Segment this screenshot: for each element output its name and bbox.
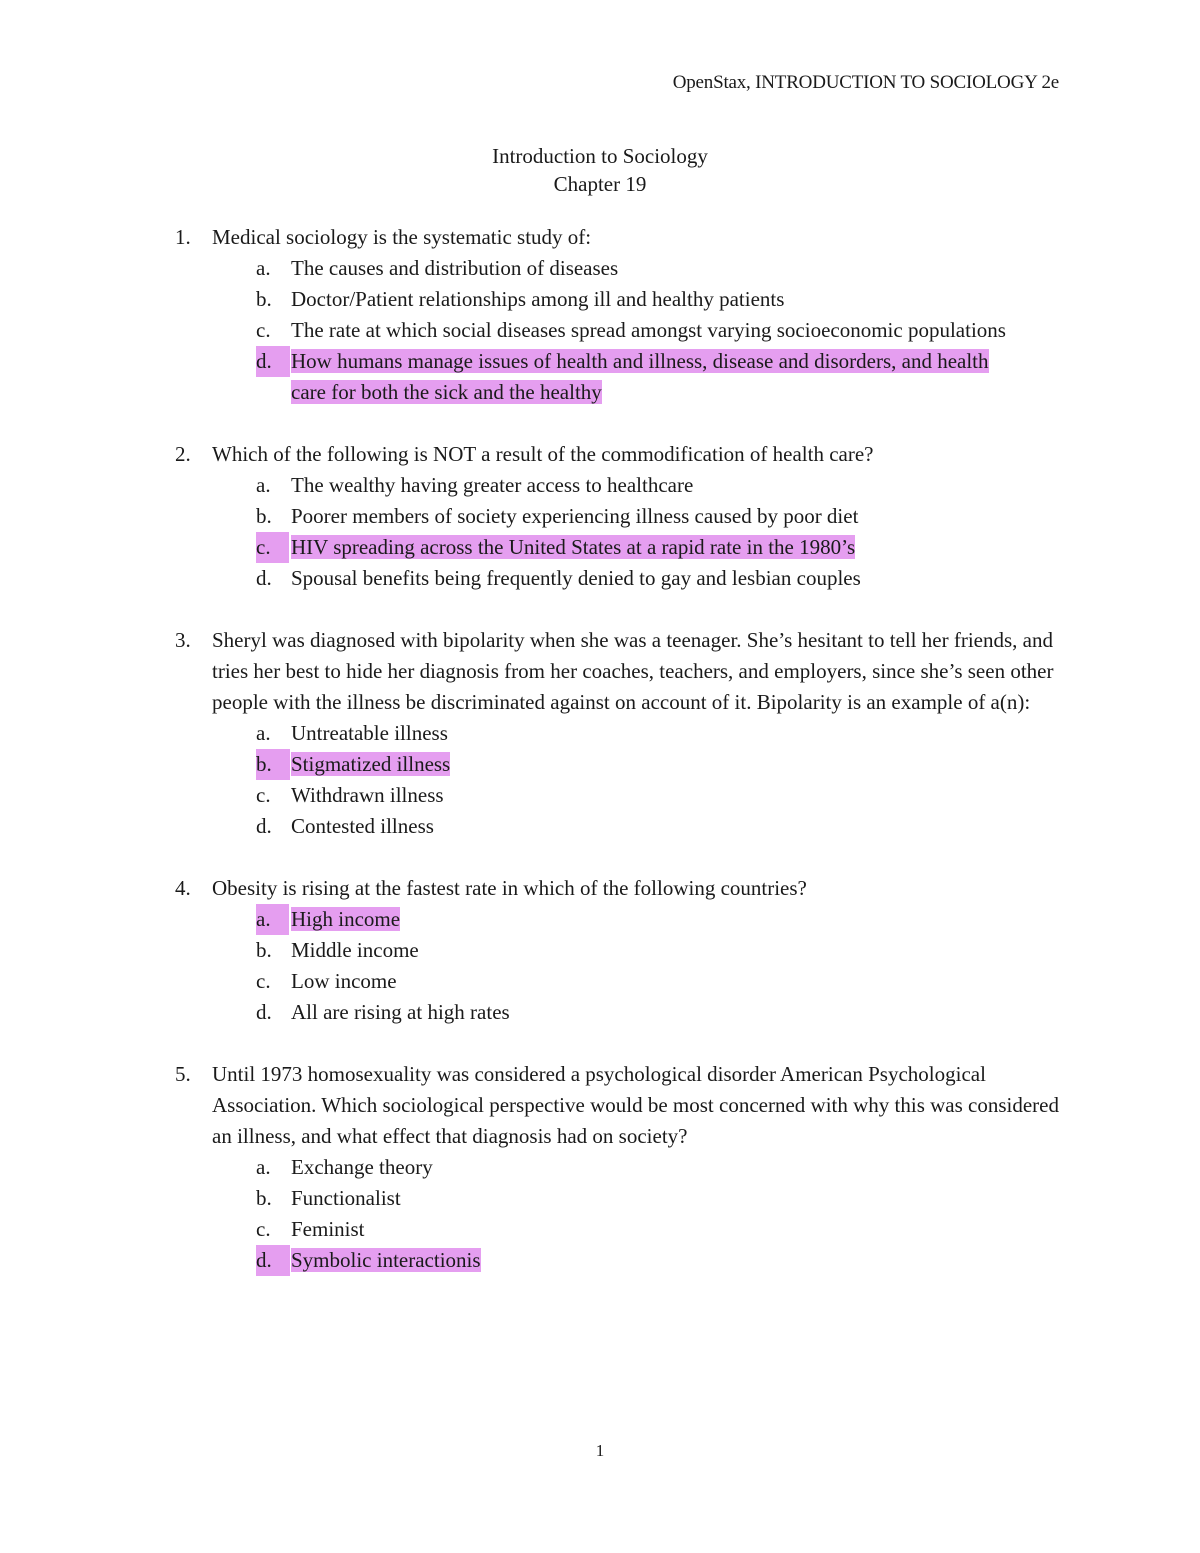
option-c: [0, 315, 1200, 346]
option-d-highlighted: [0, 1245, 1200, 1276]
question-text: Until 1973 homosexuality was considered a psychological disorder American Psychological Association. Which sociological perspective would be most concerned with why this was considered an illness, and what effect that diagnosis had on society?: [212, 1062, 1059, 1148]
option-text: HIV spreading across the United States at a rapid rate in the 1980’s: [291, 535, 856, 559]
question-text: Medical sociology is the systematic study of:: [212, 225, 592, 249]
running-header: OpenStax, INTRODUCTION TO SOCIOLOGY 2e: [672, 72, 1059, 93]
question-2: [0, 439, 1200, 594]
option-letter: c.: [256, 1217, 271, 1241]
option-letter: c.: [256, 969, 271, 993]
page-number: 1: [595, 1441, 605, 1460]
option-a: [0, 470, 1200, 501]
question-4: [0, 873, 1200, 1028]
option-text: The rate at which social diseases spread amongst varying socioeconomic populations: [291, 318, 1006, 342]
document-title: Introduction to Sociology: [492, 144, 708, 168]
option-text: Functionalist: [291, 1186, 401, 1210]
option-letter: d.: [256, 814, 272, 838]
question-number: 1.: [175, 225, 191, 249]
option-d-highlighted: [0, 346, 1200, 408]
option-d: [0, 563, 1200, 594]
option-text: The causes and distribution of diseases: [291, 256, 619, 280]
option-letter: b.: [256, 938, 272, 962]
option-text: Untreatable illness: [291, 721, 448, 745]
option-text: Spousal benefits being frequently denied to gay and lesbian couples: [291, 566, 861, 590]
option-text: Middle income: [291, 938, 419, 962]
option-b: [0, 284, 1200, 315]
option-letter: d.: [256, 566, 272, 590]
option-text: Feminist: [291, 1217, 365, 1241]
question-number: 4.: [175, 876, 191, 900]
option-letter: a.: [256, 256, 271, 280]
option-c: [0, 1214, 1200, 1245]
option-text: Stigmatized illness: [291, 752, 451, 776]
option-letter: b.: [256, 504, 272, 528]
option-c: [0, 780, 1200, 811]
option-letter: c.: [256, 318, 271, 342]
option-letter: c.: [256, 783, 271, 807]
option-text: Contested illness: [291, 814, 434, 838]
option-a-highlighted: [0, 904, 1200, 935]
option-text: Exchange theory: [291, 1155, 433, 1179]
option-text: Symbolic interactionis: [291, 1248, 481, 1272]
option-letter: b.: [256, 749, 290, 780]
option-b: [0, 935, 1200, 966]
question-number: 2.: [175, 442, 191, 466]
option-text: All are rising at high rates: [291, 1000, 510, 1024]
question-text: Obesity is rising at the fastest rate in which of the following countries?: [212, 876, 807, 900]
option-text: The wealthy having greater access to healthcare: [291, 473, 694, 497]
option-c-highlighted: [0, 532, 1200, 563]
option-a: [0, 1152, 1200, 1183]
option-text: Low income: [291, 969, 397, 993]
option-letter: a.: [256, 473, 271, 497]
question-list: [0, 222, 1200, 1307]
option-text: Doctor/Patient relationships among ill and healthy patients: [291, 287, 785, 311]
option-b-highlighted: [0, 749, 1200, 780]
option-d: [0, 997, 1200, 1028]
option-letter: d.: [256, 1245, 290, 1276]
option-d: [0, 811, 1200, 842]
option-letter: b.: [256, 1186, 272, 1210]
question-text: Which of the following is NOT a result of the commodification of health care?: [212, 442, 874, 466]
option-a: [0, 718, 1200, 749]
option-letter: d.: [256, 346, 290, 377]
option-a: [0, 253, 1200, 284]
question-number: 3.: [175, 628, 191, 652]
option-letter: a.: [256, 721, 271, 745]
option-letter: d.: [256, 1000, 272, 1024]
question-5: [0, 1059, 1200, 1276]
option-b: [0, 501, 1200, 532]
chapter-title: Chapter 19: [553, 172, 647, 196]
question-3: [0, 625, 1200, 842]
option-letter: b.: [256, 287, 272, 311]
option-letter: a.: [256, 1155, 271, 1179]
option-text: Poorer members of society experiencing illness caused by poor diet: [291, 504, 859, 528]
question-1: [0, 222, 1200, 408]
question-text: Sheryl was diagnosed with bipolarity when she was a teenager. She’s hesitant to tell her friends, and tries her best to hide her diagnosis from her coaches, teachers, and employers, since she’s seen other people with the illness be discriminated against on account of it. Bipolarity is an example of a(n):: [212, 628, 1054, 714]
option-letter: a.: [256, 904, 289, 935]
option-text: How humans manage issues of health and illness, disease and disorders, and health care for both the sick and the healthy: [291, 349, 989, 404]
option-b: [0, 1183, 1200, 1214]
question-number: 5.: [175, 1062, 191, 1086]
option-text: High income: [291, 907, 401, 931]
title-block: [0, 142, 1200, 198]
option-text: Withdrawn illness: [291, 783, 444, 807]
option-c: [0, 966, 1200, 997]
option-letter: c.: [256, 532, 289, 563]
